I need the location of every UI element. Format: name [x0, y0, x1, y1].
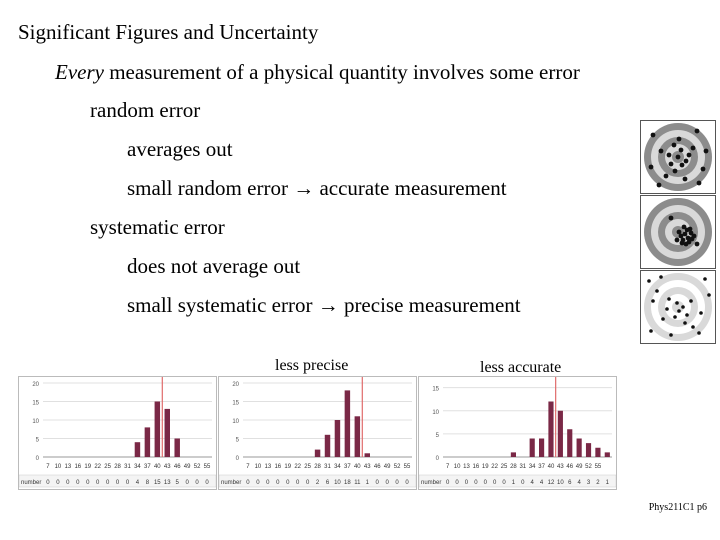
- y-tick-label: 20: [32, 382, 39, 388]
- number-row-value: 0: [76, 480, 80, 486]
- number-row-value: 0: [296, 480, 300, 486]
- caption-less-accurate: less accurate: [480, 359, 562, 376]
- number-row-value: 0: [105, 480, 110, 486]
- number-row-value: 12: [547, 480, 555, 486]
- target-icon-1: [641, 121, 715, 193]
- number-row-value: 0: [86, 480, 90, 486]
- y-tick-label: 20: [232, 382, 239, 388]
- number-row-value: 13: [163, 480, 171, 486]
- x-tick-label: 46: [373, 464, 381, 470]
- histogram-bar: [577, 439, 582, 458]
- x-tick-label: 13: [64, 464, 72, 470]
- y-tick-label: 5: [235, 437, 239, 444]
- target-icon-2: [641, 196, 715, 268]
- number-row-value: 0: [395, 480, 399, 486]
- histogram-1-svg: [19, 377, 216, 489]
- histogram-bar: [539, 439, 544, 458]
- target-icon-3: [641, 271, 715, 343]
- x-tick-label: 28: [510, 464, 517, 470]
- y-tick-label: 15: [32, 400, 39, 407]
- x-tick-label: 28: [314, 464, 321, 470]
- number-row-value: 0: [195, 480, 199, 486]
- number-row-value: 0: [266, 480, 270, 486]
- number-row-value: 18: [344, 480, 351, 486]
- number-row-label: number: [21, 480, 42, 486]
- x-tick-label: 7: [246, 464, 250, 470]
- histogram-bar: [345, 390, 350, 457]
- number-row-value: 3: [586, 480, 591, 486]
- number-row-value: 0: [474, 480, 478, 486]
- histogram-bar: [355, 416, 360, 457]
- x-tick-label: 52: [393, 464, 401, 470]
- number-row-value: 0: [305, 480, 310, 486]
- caption-less-precise: less precise: [275, 357, 349, 374]
- histogram-bar: [511, 452, 516, 457]
- histogram-3-svg: [419, 377, 616, 489]
- number-row-value: 0: [446, 480, 450, 486]
- number-row-value: 0: [246, 480, 250, 486]
- number-row-value: 1: [511, 480, 516, 486]
- not-average-text: does not average out: [127, 254, 301, 278]
- number-row-value: 15: [153, 480, 161, 486]
- y-tick-label: 0: [235, 456, 239, 462]
- intro-text: measurement of a physical quantity involves some error: [103, 60, 580, 84]
- intro-emphasis: Every: [55, 60, 104, 84]
- x-tick-label: 52: [193, 464, 201, 470]
- y-tick-label: 5: [35, 437, 39, 444]
- histogram-bar: [558, 411, 563, 457]
- slide-title: Significant Figures and Uncertainty: [18, 20, 319, 44]
- x-tick-label: 49: [575, 464, 583, 470]
- x-tick-label: 34: [334, 464, 341, 470]
- x-tick-label: 55: [203, 464, 211, 470]
- x-tick-label: 46: [173, 464, 181, 470]
- number-row-value: 0: [256, 480, 260, 486]
- number-row-value: 0: [56, 480, 60, 486]
- number-row-value: 11: [354, 480, 361, 486]
- number-row-value: 0: [66, 480, 70, 486]
- x-tick-label: 19: [481, 464, 489, 470]
- number-row-value: 0: [502, 480, 506, 486]
- y-tick-label: 15: [232, 400, 239, 407]
- y-tick-label: 10: [232, 419, 239, 425]
- number-row-value: 0: [405, 480, 409, 486]
- histogram-bar: [365, 453, 370, 457]
- number-row-value: 6: [568, 480, 572, 486]
- x-tick-label: 34: [134, 464, 141, 470]
- intro-line: [55, 62, 580, 83]
- histogram-bar: [315, 450, 320, 457]
- number-row-value: 0: [205, 480, 209, 486]
- x-tick-label: 22: [294, 464, 302, 470]
- histogram-bar: [145, 427, 150, 457]
- number-row-value: 0: [286, 480, 290, 486]
- number-row-label: number: [421, 480, 442, 486]
- number-row-value: 0: [375, 480, 379, 486]
- number-row-value: 0: [521, 480, 525, 486]
- x-tick-label: 22: [491, 464, 498, 470]
- histogram-bar: [165, 409, 170, 457]
- x-tick-label: 43: [163, 464, 171, 470]
- x-tick-label: 49: [183, 464, 191, 470]
- number-row-value: 6: [325, 480, 330, 486]
- number-row-value: 0: [276, 480, 280, 486]
- averages-out-text: averages out: [127, 137, 233, 161]
- number-row-value: 5: [175, 480, 179, 486]
- number-row-value: 4: [530, 480, 534, 486]
- histogram-1: [18, 376, 217, 490]
- number-row-value: 0: [455, 480, 459, 486]
- histogram-bar: [567, 429, 572, 457]
- number-row-value: 1: [365, 480, 369, 486]
- histogram-bar: [605, 452, 610, 457]
- histogram-2-svg: [219, 377, 416, 489]
- target-image-offset: [640, 270, 716, 344]
- histogram-bar: [595, 448, 600, 457]
- y-tick-label: 0: [435, 456, 439, 462]
- x-tick-label: 31: [324, 464, 331, 470]
- y-tick-label: 0: [35, 456, 39, 462]
- x-tick-label: 43: [363, 464, 371, 470]
- x-tick-label: 16: [274, 464, 282, 470]
- small-random-text: small random error → accurate measurement: [127, 176, 507, 200]
- systematic-error-heading: systematic error: [90, 215, 225, 239]
- number-row-value: 0: [483, 480, 487, 486]
- x-tick-label: 31: [124, 464, 131, 470]
- x-tick-label: 10: [254, 464, 262, 470]
- x-tick-label: 43: [557, 464, 564, 470]
- number-row-value: 0: [385, 480, 389, 486]
- histogram-bar: [135, 442, 140, 457]
- target-image-scattered: [640, 120, 716, 194]
- x-tick-label: 7: [446, 464, 450, 470]
- x-tick-label: 19: [84, 464, 92, 470]
- x-tick-label: 40: [547, 464, 555, 470]
- x-tick-label: 37: [344, 464, 351, 470]
- x-tick-label: 46: [566, 464, 574, 470]
- random-error-heading: random error: [90, 98, 201, 122]
- x-tick-label: 55: [594, 464, 602, 470]
- target-rings: [644, 273, 712, 341]
- x-tick-label: 31: [519, 464, 527, 470]
- x-tick-label: 25: [304, 464, 311, 470]
- y-tick-label: 5: [435, 432, 439, 439]
- x-tick-label: 34: [528, 464, 536, 470]
- x-tick-label: 16: [472, 464, 480, 470]
- number-row-label: number: [221, 480, 242, 486]
- x-tick-label: 13: [264, 464, 272, 470]
- histogram-bar: [325, 435, 330, 457]
- number-row-value: 0: [125, 480, 130, 486]
- number-row-value: 0: [46, 480, 50, 486]
- x-tick-label: 19: [284, 464, 292, 470]
- number-row-value: 0: [492, 480, 497, 486]
- number-row-value: 10: [334, 480, 341, 486]
- x-tick-label: 52: [585, 464, 592, 470]
- number-row-value: 8: [145, 480, 150, 486]
- x-tick-label: 25: [500, 464, 508, 470]
- histogram-bar: [174, 439, 179, 458]
- x-tick-label: 7: [46, 464, 50, 470]
- number-row-value: 0: [96, 480, 100, 486]
- footer-page-label: Phys211C1 p6: [648, 502, 707, 513]
- number-row-value: 10: [557, 480, 564, 486]
- number-row-value: 0: [464, 480, 469, 486]
- x-tick-label: 49: [383, 464, 391, 470]
- histogram-bar: [155, 402, 160, 458]
- x-tick-label: 22: [94, 464, 102, 470]
- histogram-bar: [586, 443, 591, 457]
- number-row-value: 1: [605, 480, 609, 486]
- number-row-value: 0: [115, 480, 120, 486]
- x-tick-label: 37: [144, 464, 151, 470]
- x-tick-label: 37: [538, 464, 545, 470]
- x-tick-label: 10: [54, 464, 62, 470]
- histogram-3: [418, 376, 617, 490]
- number-row-value: 4: [539, 480, 544, 486]
- x-tick-label: 10: [453, 464, 461, 470]
- histogram-2: [218, 376, 417, 490]
- x-tick-label: 25: [104, 464, 111, 470]
- x-tick-label: 55: [403, 464, 411, 470]
- x-tick-label: 28: [114, 464, 121, 470]
- number-row-value: 4: [577, 480, 581, 486]
- y-tick-label: 10: [432, 409, 439, 416]
- y-tick-label: 15: [432, 386, 439, 393]
- histogram-bar: [530, 439, 535, 458]
- histogram-bar: [548, 402, 553, 458]
- number-row-value: 2: [315, 480, 320, 486]
- number-row-value: 2: [596, 480, 600, 486]
- x-tick-label: 13: [463, 464, 470, 470]
- target-image-clustered: [640, 195, 716, 269]
- x-tick-label: 16: [74, 464, 82, 470]
- number-row-value: 4: [135, 480, 140, 486]
- number-row-value: 0: [185, 480, 189, 486]
- small-systematic-text: small systematic error → precise measurement: [127, 293, 521, 317]
- x-tick-label: 40: [353, 464, 361, 470]
- histogram-bar: [335, 420, 340, 457]
- y-tick-label: 10: [32, 419, 39, 425]
- x-tick-label: 40: [153, 464, 161, 470]
